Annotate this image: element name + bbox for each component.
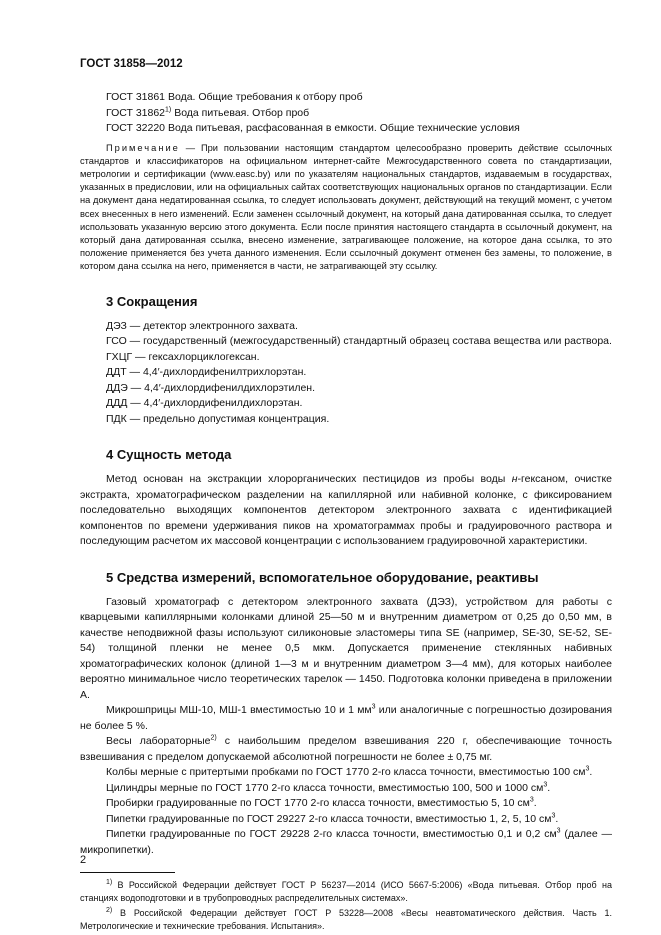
- page-content: [80, 90, 612, 935]
- section-5-paragraph: Пробирки градуированные по ГОСТ 1770 2-го класса точности, вместимостью 5, 10 $см^3$.: [106, 796, 537, 810]
- section-5-paragraph: Пипетки градуированные по ГОСТ 29228 2-го класса точности, вместимостью 0,1 и 0,2 $см^3$ (далее — микропипетки).: [80, 827, 612, 856]
- section-5-paragraph: Цилиндры мерные по ГОСТ 1770 2-го класса точности, вместимостью 100, 500 и 1000 $см^3$.: [106, 781, 551, 794]
- section-5-paragraph: Весы лабораторные$^{2)}$ с наибольшим пределом взвешивания 220 г, обеспечивающие точность взвешивания с пределом допускаемой абсолютной погрешности не более ± 0,75 мг.: [80, 734, 612, 763]
- section-5-paragraph: Газовый хроматограф с детектором электронного захвата (ДЭЗ), устройством для работы с кварцевыми капиллярными колонками длиной 25—50 м и внутренним диаметром от 0,25 до 0,50 мм, в качестве неподвижной фазы используют силиконовые эластомеры типа SE (например, SE-30, SE-52, SE-54) толщиной пленки не менее 0,5 мкм. Допускается применение стеклянных набивных хроматографических колонок (длиной 1—3 м и внутренним диаметром 3—4 мм), для которых наиболее вероятно минимальное число теоретических тарелок — 1450. Подготовка колонки приведена в приложении А.: [80, 595, 612, 701]
- section-4-paragraph: Метод основан на экстракции хлорорганических пестицидов из пробы воды н-гексаном, очистке экстракта, хроматографическом разделении на капиллярной или набивной колонке, с фиксированием последовательно выходящих компонентов детектором электронного захвата с идентификацией компонентов по времени удерживания пиков на хроматограммах пробы и градуировочного раствора и последующим расчетом их массовой концентрации с использованием градуировочной характеристики.: [80, 473, 613, 548]
- section-3-title: 3 Сокращения: [106, 293, 198, 309]
- abbreviation-item: ДЭЗ — детектор электронного захвата.: [106, 319, 298, 332]
- page-number: 2: [80, 854, 87, 866]
- reference-item: ГОСТ 32220 Вода питьевая, расфасованная в емкости. Общие технические условия: [106, 122, 520, 134]
- section-5-title: 5 Средства измерений, вспомогательное оборудование, реактивы: [106, 569, 539, 585]
- abbreviation-item: ГХЦГ — гексахлорциклогексан.: [106, 350, 260, 363]
- doc-header: ГОСТ 31858—2012: [80, 58, 183, 70]
- abbreviation-item: ДДД — 4,4′-дихлордифенилдихлорэтан.: [106, 397, 303, 410]
- reference-item: ГОСТ 31861 Вода. Общие требования к отбору проб: [106, 91, 363, 103]
- section-5-paragraph: Микрошприцы МШ-10, МШ-1 вместимостью 10 и 1 $мм^3$ или аналогичные с погрешностью дозирования не более 5 %.: [80, 703, 613, 732]
- section-5-paragraph: Колбы мерные с притертыми пробками по ГОСТ 1770 2-го класса точности, вместимостью 100 $см^3$.: [106, 765, 593, 779]
- footnote-divider: [80, 872, 175, 873]
- abbreviation-item: ДДТ — 4,4′-дихлордифенилтрихлорэтан.: [106, 366, 307, 379]
- abbreviation-item: ДДЭ — 4,4′-дихлордифенилдихлорэтилен.: [106, 381, 316, 394]
- section-5-paragraph: Пипетки градуированные по ГОСТ 29227 2-го класса точности, вместимостью 1, 2, 5, 10 $см^3$.: [106, 812, 559, 825]
- abbreviation-item: ГСО — государственный (межгосударственный) стандартный образец состава вещества или раствора.: [106, 335, 612, 348]
- footnote: $^{2)}$ В Российской Федерации действует ГОСТ Р 53228—2008 «Весы неавтоматического действия. Часть 1. Метрологические и технические требования. Испытания».: [80, 907, 612, 931]
- section-4-title: 4 Сущность метода: [106, 447, 232, 463]
- note-text: — При пользовании настоящим стандартом целесообразно проверить действие ссылочных стандартов и классификаторов на официальном интернет-сайте Межгосударственного совета по стандартизации, метрологии и сертификации (www.easc.by) или по указателям национальных стандартов, издаваемым в государствах, указанных в предисловии, или на официальных сайтах соответствующих национальных органов по стандартизации. Если на документ дана недатированная ссылка, то следует использовать документ, действующий на текущий момент, с учетом всех внесенных в него изменений. Если заменен ссылочный документ, на который дана датированная ссылка, то следует использовать указанную версию этого документа. Если после принятия настоящего стандарта в ссылочный документ, на который дана датированная ссылка, внесено изменение, затрагивающее положение, на которое дана ссылка, то это положение применяется без учета данного изменения. Если ссылочный документ отменен без замены, то положение, в котором дана ссылка на него, применяется в части, не затрагивающей эту ссылку.: [80, 142, 612, 272]
- note-paragraph: [80, 142, 612, 274]
- abbreviation-item: ПДК — предельно допустимая концентрация.: [106, 412, 330, 425]
- reference-item: ГОСТ 31862$^{1)}$ Вода питьевая. Отбор проб: [106, 106, 310, 119]
- note-label: Примечание: [106, 142, 180, 153]
- footnote: $^{1)}$ В Российской Федерации действует ГОСТ Р 56237—2014 (ИСО 5667-5:2006) «Вода питьевая. Отбор проб на станциях водоподготовки и в трубопроводных распределительных системах».: [80, 879, 612, 903]
